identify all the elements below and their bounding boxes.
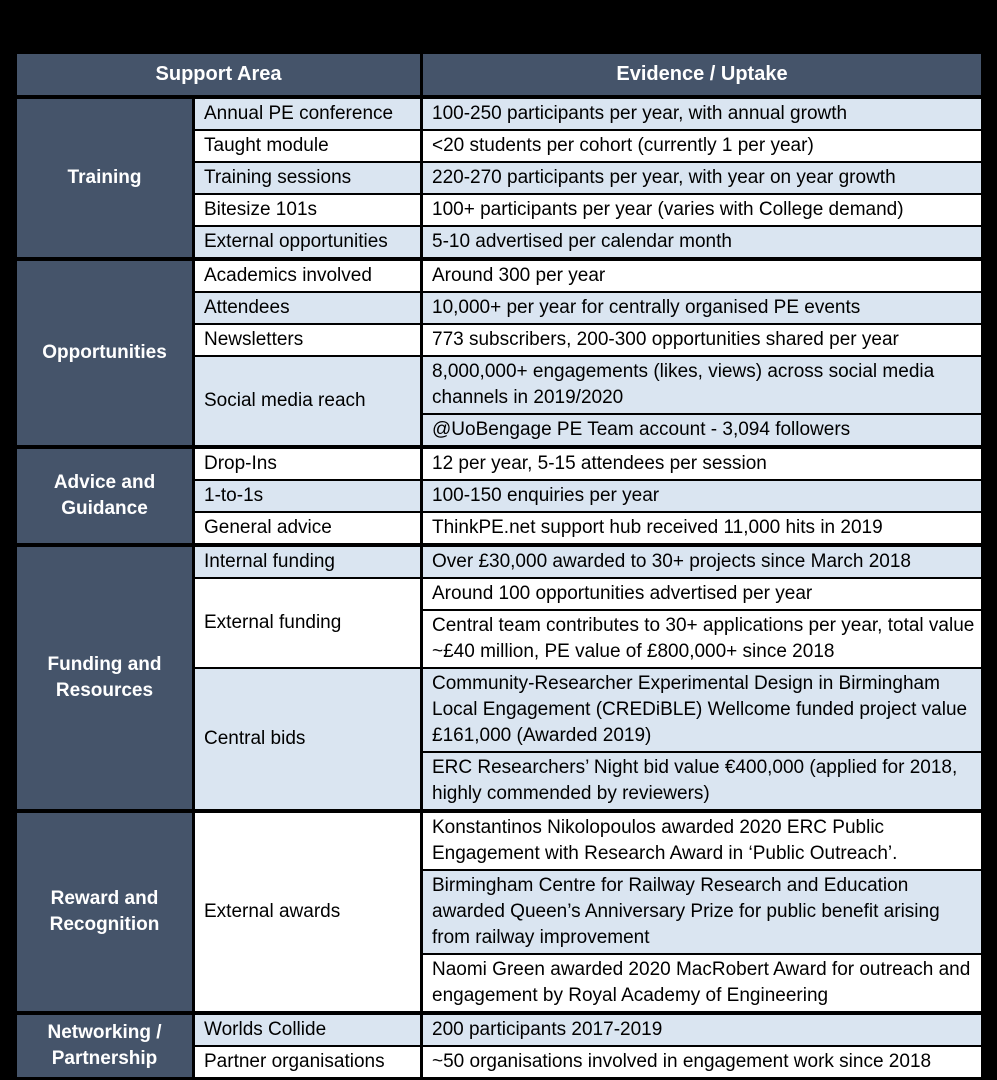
evidence-cell: 8,000,000+ engagements (likes, views) across social media channels in 2019/2020 (422, 356, 983, 414)
evidence-cell: @UoBengage PE Team account - 3,094 followers (422, 414, 983, 447)
evidence-cell: 5-10 advertised per calendar month (422, 226, 983, 259)
evidence-cell: 200 participants 2017-2019 (422, 1013, 983, 1046)
support-area-category: Funding and Resources (16, 545, 194, 811)
support-area-item: Attendees (194, 292, 422, 324)
support-area-category: Opportunities (16, 259, 194, 447)
support-area-item: External opportunities (194, 226, 422, 259)
evidence-cell: Naomi Green awarded 2020 MacRobert Award for outreach and engagement by Royal Academy of Engineering (422, 954, 983, 1013)
support-area-category: Reward and Recognition (16, 811, 194, 1013)
table-row (16, 545, 983, 578)
support-area-category: Networking / Partnership (16, 1013, 194, 1079)
evidence-cell: ThinkPE.net support hub received 11,000 hits in 2019 (422, 512, 983, 545)
evidence-cell: Community-Researcher Experimental Design in Birmingham Local Engagement (CREDiBLE) Wellcome funded project value £161,000 (Awarded 2019) (422, 668, 983, 752)
evidence-cell: 10,000+ per year for centrally organised PE events (422, 292, 983, 324)
evidence-cell: Over £30,000 awarded to 30+ projects since March 2018 (422, 545, 983, 578)
support-area-item: Worlds Collide (194, 1013, 422, 1046)
evidence-cell: Central team contributes to 30+ applications per year, total value ~£40 million, PE value of £800,000+ since 2018 (422, 610, 983, 668)
support-area-item: External awards (194, 811, 422, 1013)
support-area-item: Newsletters (194, 324, 422, 356)
support-table (14, 51, 984, 1080)
support-area-category: Advice and Guidance (16, 447, 194, 545)
support-area-item: External funding (194, 578, 422, 668)
table-body (16, 97, 983, 1079)
table-header-row (16, 53, 983, 97)
table-row (16, 97, 983, 130)
table-row (16, 259, 983, 292)
evidence-cell: 100-250 participants per year, with annual growth (422, 97, 983, 130)
support-area-item: Drop-Ins (194, 447, 422, 480)
evidence-cell: 220-270 participants per year, with year on year growth (422, 162, 983, 194)
support-area-item: Social media reach (194, 356, 422, 447)
support-table-container (14, 51, 981, 1080)
header-support-area: Support Area (16, 53, 422, 97)
support-area-item: Annual PE conference (194, 97, 422, 130)
support-area-item: 1-to-1s (194, 480, 422, 512)
support-area-item: Central bids (194, 668, 422, 811)
evidence-cell: Birmingham Centre for Railway Research and Education awarded Queen’s Anniversary Prize for public benefit arising from railway improvement (422, 870, 983, 954)
evidence-cell: 12 per year, 5-15 attendees per session (422, 447, 983, 480)
support-area-item: General advice (194, 512, 422, 545)
evidence-cell: Around 100 opportunities advertised per year (422, 578, 983, 610)
support-area-item: Taught module (194, 130, 422, 162)
evidence-cell: Konstantinos Nikolopoulos awarded 2020 ERC Public Engagement with Research Award in ‘Public Outreach’. (422, 811, 983, 870)
support-area-item: Internal funding (194, 545, 422, 578)
support-area-item: Academics involved (194, 259, 422, 292)
evidence-cell: 100-150 enquiries per year (422, 480, 983, 512)
evidence-cell: 100+ participants per year (varies with College demand) (422, 194, 983, 226)
evidence-cell: 773 subscribers, 200-300 opportunities shared per year (422, 324, 983, 356)
support-area-item: Partner organisations (194, 1046, 422, 1079)
evidence-cell: <20 students per cohort (currently 1 per year) (422, 130, 983, 162)
evidence-cell: Around 300 per year (422, 259, 983, 292)
support-area-item: Training sessions (194, 162, 422, 194)
support-area-item: Bitesize 101s (194, 194, 422, 226)
support-area-category: Training (16, 97, 194, 259)
evidence-cell: ERC Researchers’ Night bid value €400,000 (applied for 2018, highly commended by reviewers) (422, 752, 983, 811)
header-evidence-uptake: Evidence / Uptake (422, 53, 983, 97)
table-row (16, 447, 983, 480)
evidence-cell: ~50 organisations involved in engagement work since 2018 (422, 1046, 983, 1079)
table-row (16, 1013, 983, 1046)
table-row (16, 811, 983, 870)
